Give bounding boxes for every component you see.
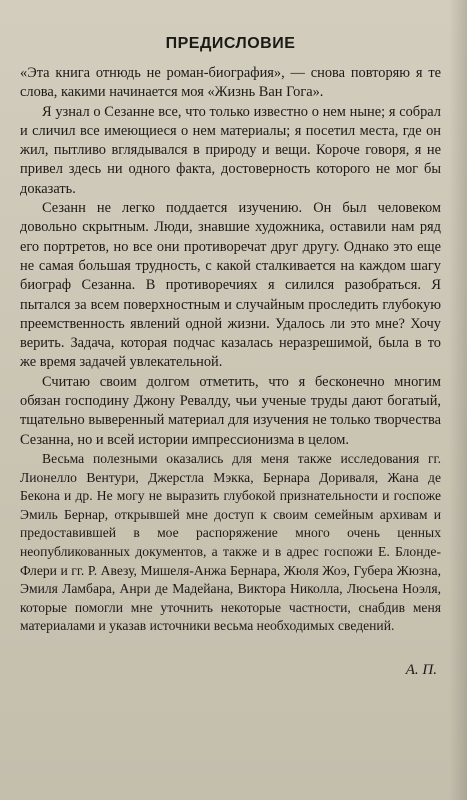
paragraph-3: Сезанн не легко поддается изучению. Он был человеком довольно скрытным. Люди, знавшие художника, оставили нам ряд его портретов, но все они противоречат друг другу. Однако это еще не самая большая трудность, с какой сталкивается на каждом шагу биограф Сезанна. В противоречиях я силился разобраться. Я пытался за всем поверхностным и случайным проследить глубокую преемственность явлений одной жизни. Удалось ли это мне? Хочу верить. Задача, которая подчас казалась неразрешимой, была в то же время задачей увлекательной.	[20, 200, 441, 371]
page-edge-shadow	[449, 0, 467, 800]
paragraph-2: Я узнал о Сезанне все, что только известно о нем ныне; я собрал и сличил все имеющиеся о нем материалы; я посетил места, где он жил, пытливо вглядывался в природу и вещи. Короче говоря, я не привел здесь ни одного факта, достоверность которого не мог бы доказать.	[20, 103, 441, 197]
preface-body	[20, 64, 441, 636]
paragraph-4: Считаю своим долгом отметить, что я бесконечно многим обязан господину Джону Ревалду, чьи ученые труды дают богатый, тщательно выверенный материал для изучения не только творчества Сезанна, но и всей истории импрессионизма в целом.	[20, 373, 441, 448]
paragraph-1: «Эта книга отнюдь не роман-биография», — снова повторяю я те слова, какими начинается моя «Жизнь Ван Гога».	[20, 65, 441, 101]
paragraph-5: Весьма полезными оказались для меня также исследования гг. Лионелло Вентури, Джерстла Мэкка, Бернара Дориваля, Жана де Бекона и др. Не могу не выразить глубокой признательности и госпоже Эмиль Бернар, открывшей мне доступ к своим семейным архивам и предоставившей в мое распоряжение много очень ценных неопубликованных документов, а также и в адрес госпожи Е. Блонде-Флери и гг. Р. Авезу, Мишеля-Анжа Бернара, Жюля Жоэ, Губера Жюзна, Эмиля Ламбара, Анри де Мадейана, Виктора Николла, Люсьена Ноэля, которые помогли мне уточнить некоторые частности, снабдив меня материалами и указав источники весьма необходимых сведений.	[20, 450, 441, 634]
author-signature: А. П.	[405, 661, 437, 678]
page-title: ПРЕДИСЛОВИЕ	[165, 35, 296, 52]
